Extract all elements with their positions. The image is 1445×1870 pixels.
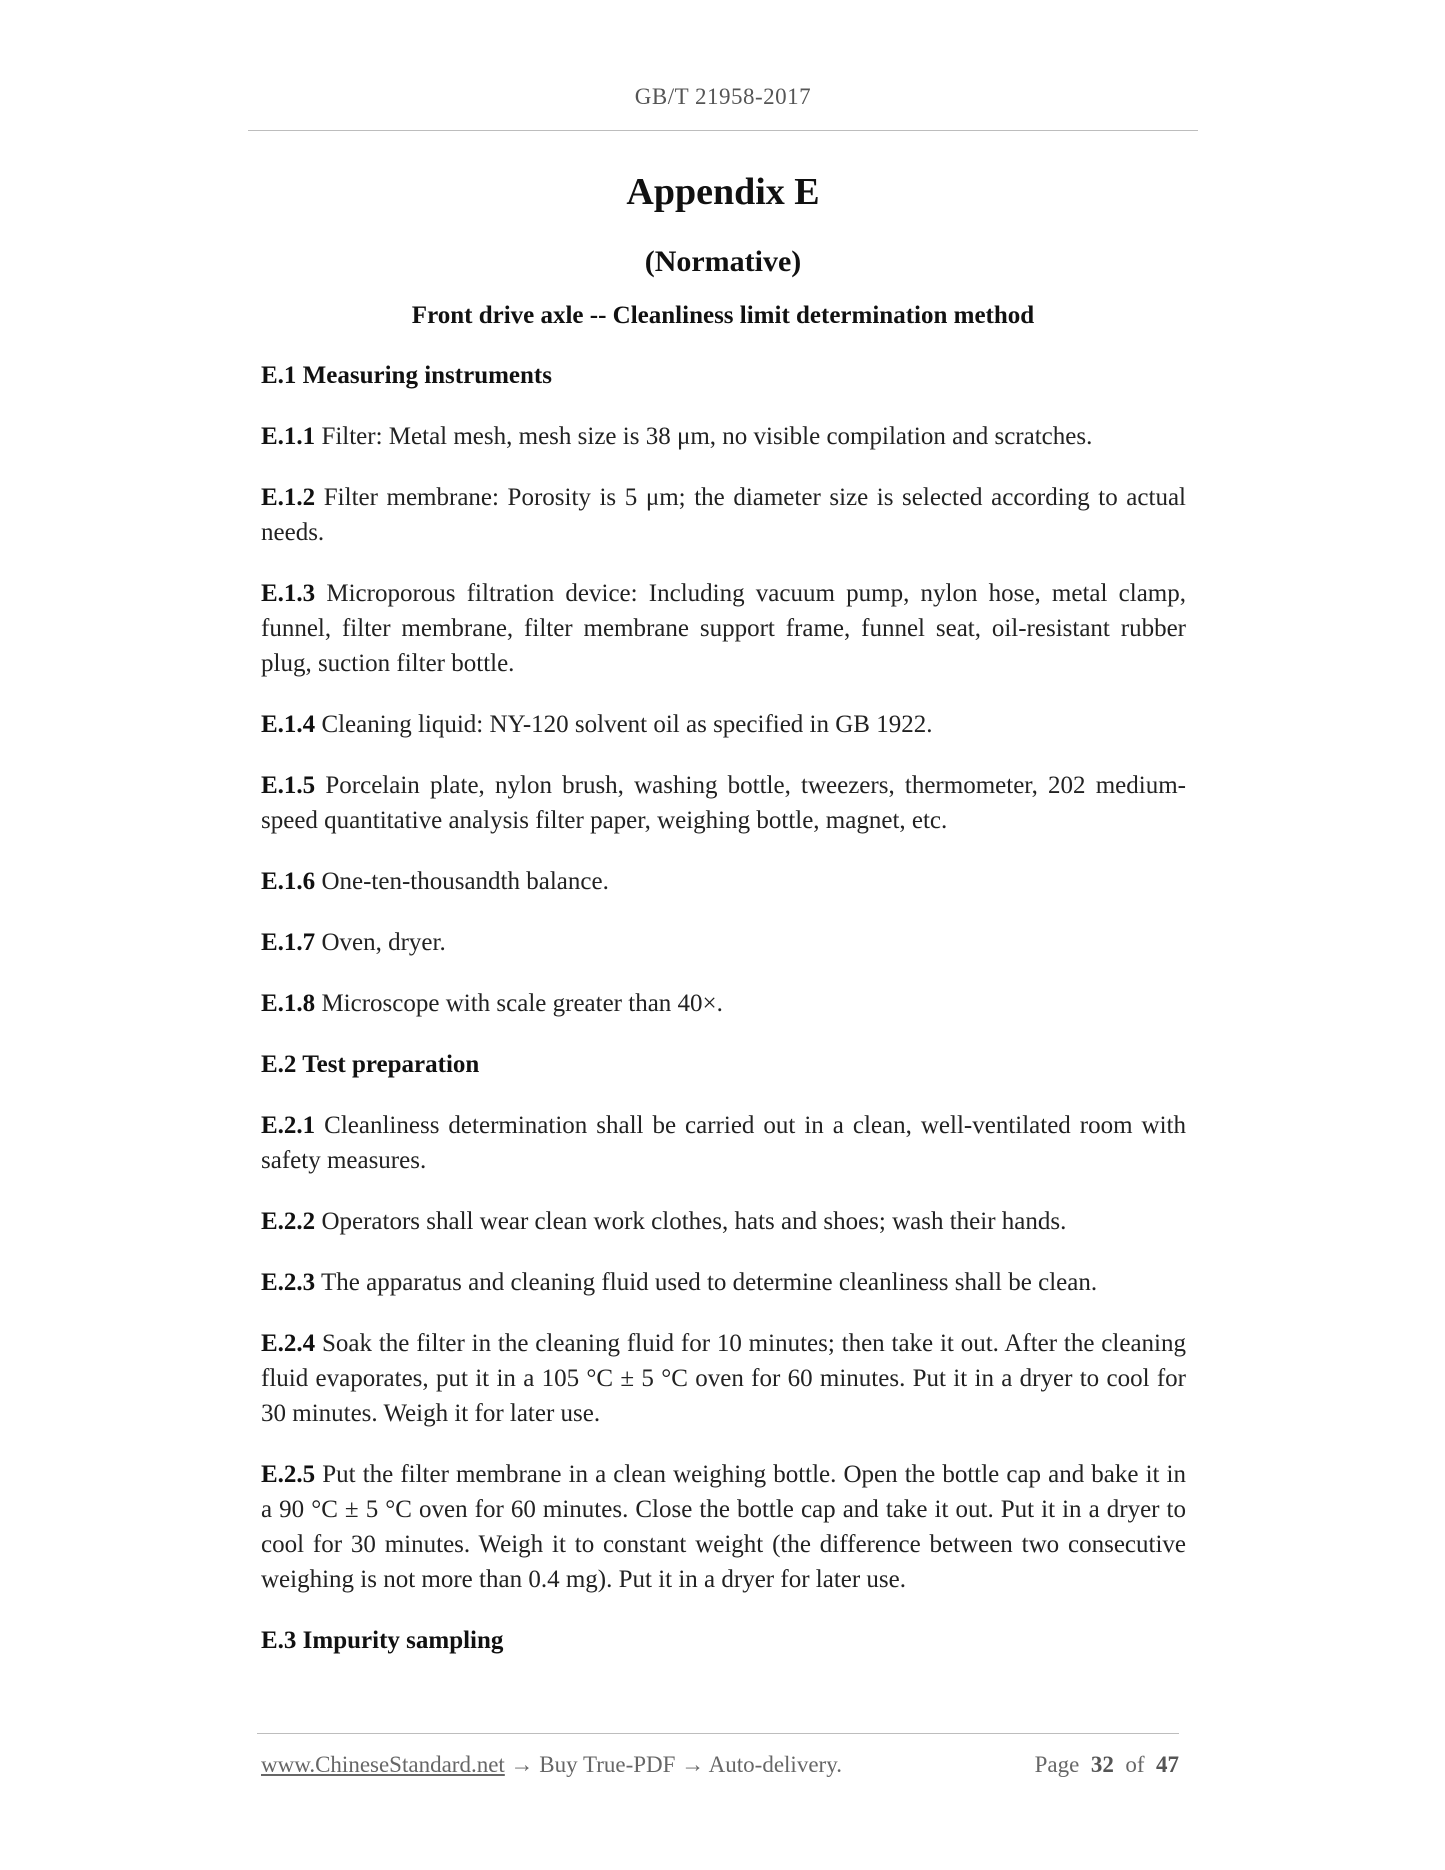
clause-text: The apparatus and cleaning fluid used to determine cleanliness shall be clean.: [315, 1269, 1098, 1296]
clause-e-2-3: [261, 1265, 1186, 1300]
clause-number: E.1.1: [261, 423, 316, 450]
clause-number: E.1.2: [261, 484, 316, 511]
clause-text: Porcelain plate, nylon brush, washing bottle, tweezers, thermometer, 202 medium-speed quantitative analysis filter paper, weighing bottle, magnet, etc.: [261, 772, 1186, 834]
site-link[interactable]: www.ChineseStandard.net: [261, 1752, 505, 1777]
clause-text: Cleanliness determination shall be carried out in a clean, well-ventilated room with safety measures.: [261, 1112, 1186, 1174]
arrow-icon: →: [504, 1752, 540, 1777]
footer-promo: [261, 1752, 842, 1778]
arrow-icon: →: [675, 1752, 709, 1777]
clause-e-1-3: [261, 576, 1186, 681]
section-heading-e3: E.3 Impurity sampling: [261, 1627, 504, 1654]
footer-divider: [257, 1733, 1179, 1734]
of-label: of: [1125, 1752, 1145, 1777]
clause-text: Cleaning liquid: NY-120 solvent oil as specified in GB 1922.: [315, 711, 933, 738]
page-current: 32: [1090, 1752, 1114, 1777]
clause-e-1-2: [261, 480, 1186, 550]
clause-text: Oven, dryer.: [315, 929, 446, 956]
appendix-type: (Normative): [644, 245, 802, 278]
appendix-heading: Front drive axle -- Cleanliness limit determination method: [411, 302, 1035, 329]
clause-number: E.1.4: [261, 711, 316, 738]
clause-text: Microporous filtration device: Including vacuum pump, nylon hose, metal clamp, funnel, filter membrane, filter membrane support frame, funnel seat, oil-resistant rubber plug, suction filter bottle.: [261, 580, 1186, 677]
clause-number: E.2.3: [261, 1269, 316, 1296]
section-heading-e2: E.2 Test preparation: [261, 1051, 480, 1078]
clause-number: E.1.3: [261, 580, 316, 607]
clause-text: Operators shall wear clean work clothes, hats and shoes; wash their hands.: [315, 1208, 1067, 1235]
clause-number: E.1.6: [261, 868, 316, 895]
clause-text: Filter membrane: Porosity is 5 μm; the diameter size is selected according to actual needs.: [261, 484, 1186, 546]
clause-text: Filter: Metal mesh, mesh size is 38 μm, no visible compilation and scratches.: [315, 423, 1093, 450]
clause-e-2-1: [261, 1108, 1186, 1178]
clause-text: Soak the filter in the cleaning fluid for 10 minutes; then take it out. After the cleaning fluid evaporates, put it in a 105 °C ± 5 °C oven for 60 minutes. Put it in a dryer to cool for 30 minutes. Weigh it for later use.: [261, 1330, 1186, 1427]
clause-number: E.2.2: [261, 1208, 316, 1235]
clause-e-2-2: [261, 1204, 1186, 1239]
page-total: 47: [1156, 1752, 1179, 1777]
clause-e-1-8: [261, 986, 1186, 1021]
clause-e-2-4: [261, 1326, 1186, 1431]
clause-text: One-ten-thousandth balance.: [315, 868, 609, 895]
clause-e-1-1: [261, 419, 1186, 454]
clause-e-2-5: [261, 1457, 1186, 1597]
clause-number: E.1.5: [261, 772, 316, 799]
document-body: [261, 358, 1186, 1684]
clause-number: E.2.5: [261, 1461, 316, 1488]
appendix-title: Appendix E: [626, 171, 820, 213]
document-code-header: GB/T 21958-2017: [634, 84, 812, 109]
page-indicator: [1035, 1752, 1179, 1778]
clause-e-1-5: [261, 768, 1186, 838]
clause-e-1-7: [261, 925, 1186, 960]
clause-e-1-6: [261, 864, 1186, 899]
header-divider: [248, 130, 1198, 131]
clause-number: E.2.4: [261, 1330, 316, 1357]
clause-number: E.1.7: [261, 929, 316, 956]
auto-delivery-text: Auto-delivery.: [708, 1752, 842, 1777]
clause-text: Put the filter membrane in a clean weighing bottle. Open the bottle cap and bake it in a 90 °C ± 5 °C oven for 60 minutes. Close the bottle cap and take it out. Put it in a dryer to cool for 30 minutes. Weigh it to constant weight (the difference between two consecutive weighing is not more than 0.4 mg). Put it in a dryer for later use.: [261, 1461, 1186, 1593]
clause-e-1-4: [261, 707, 1186, 742]
buy-pdf-text: Buy True-PDF: [539, 1752, 676, 1777]
clause-text: Microscope with scale greater than 40×.: [315, 990, 723, 1017]
section-heading-e1: E.1 Measuring instruments: [261, 362, 552, 389]
page-label: Page: [1034, 1752, 1080, 1777]
clause-number: E.2.1: [261, 1112, 316, 1139]
clause-number: E.1.8: [261, 990, 316, 1017]
